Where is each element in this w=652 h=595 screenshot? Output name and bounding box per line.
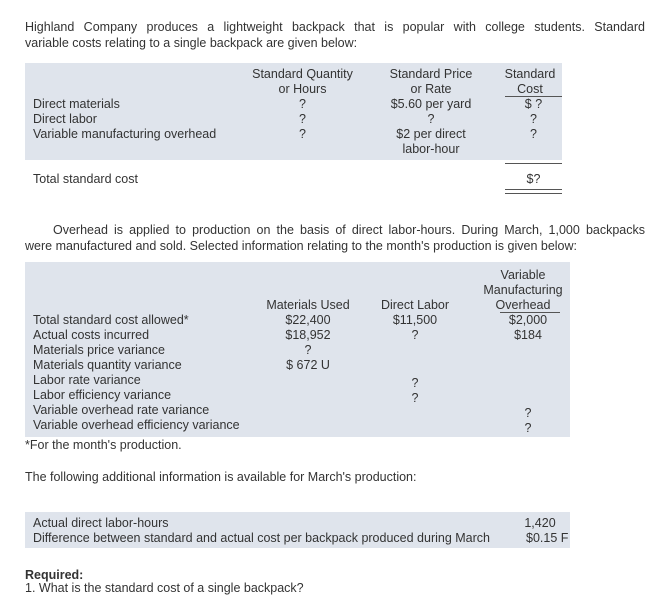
- table2-row-label: Labor efficiency variance: [33, 388, 172, 402]
- additional-row-label: Difference between standard and actual cost per backpack produced during March: [33, 531, 490, 545]
- table2-row-labor: ?: [411, 376, 419, 390]
- table1-row-qty: ?: [299, 127, 306, 141]
- additional-row-label: Actual direct labor-hours: [33, 516, 169, 530]
- table2-row-label: Total standard cost allowed*: [33, 313, 189, 327]
- overhead-line-1: Overhead is applied to production on the basis of direct labor-hours. During March, 1,000 backpacks: [53, 223, 645, 237]
- table2-row-label: Labor rate variance: [33, 373, 141, 387]
- table2-row-materials: $22,400: [285, 313, 331, 327]
- table1-row-cost: ?: [530, 112, 537, 126]
- intro-paragraph: [25, 19, 645, 51]
- table2-row-labor: ?: [411, 328, 419, 342]
- table2-footnote: *For the month's production.: [25, 438, 182, 452]
- intro-line-2: variable costs relating to a single backpack are given below:: [25, 36, 358, 50]
- required-heading: Required:: [25, 568, 84, 582]
- table2-header-materials: Materials Used: [266, 298, 350, 312]
- intro-line-1: Highland Company produces a lightweight backpack that is popular with college students. Standard: [25, 20, 645, 34]
- additional-row-value: $0.15 F: [526, 531, 569, 545]
- table2-row-label: Variable overhead efficiency variance: [33, 418, 240, 432]
- table2-header-overhead: Variable Manufacturing Overhead: [483, 268, 563, 312]
- table1-row-label: Direct materials: [33, 97, 120, 111]
- table2-row-materials: $ 672 U: [286, 358, 330, 372]
- table1-row-label: Direct labor: [33, 112, 97, 126]
- table1-row-qty: ?: [299, 112, 306, 126]
- table2-row-label: Variable overhead rate variance: [33, 403, 210, 417]
- table1-total-label: Total standard cost: [33, 172, 138, 186]
- overhead-line-2: were manufactured and sold. Selected information relating to the month's production is given below:: [25, 239, 578, 253]
- table1-row-qty: ?: [299, 97, 306, 111]
- table1-row-cost: ?: [530, 127, 537, 141]
- table2-row-overhead: $184: [514, 328, 542, 342]
- table2-row-labor: $11,500: [392, 313, 438, 327]
- table1-subtotal-line: [505, 163, 562, 164]
- table1-total-cost: $?: [526, 172, 541, 186]
- required-question-1: 1. What is the standard cost of a single backpack?: [25, 581, 304, 595]
- table2-header-labor: Direct Labor: [380, 298, 450, 312]
- table2-row-overhead: ?: [524, 421, 532, 435]
- table1-row-label: Variable manufacturing overhead: [33, 127, 217, 141]
- table2-row-labor: ?: [411, 391, 419, 405]
- table2-row-overhead: ?: [524, 406, 532, 420]
- table2-row-materials: ?: [304, 343, 312, 357]
- table1-total-double-underline: [505, 189, 562, 194]
- table1-row-cost: $ ?: [524, 97, 543, 111]
- table2-row-label: Materials price variance: [33, 343, 165, 357]
- table2-row-materials: $18,952: [285, 328, 331, 342]
- table1-header-cost: Standard Cost: [504, 67, 556, 96]
- table1-row-price: $2 per direct labor-hour: [396, 127, 466, 156]
- table1-row-price: $5.60 per yard: [390, 97, 472, 111]
- table2-row-label: Actual costs incurred: [33, 328, 150, 342]
- additional-row-value: 1,420: [524, 516, 556, 530]
- table1-header-qty: Standard Quantity or Hours: [252, 67, 353, 96]
- overhead-paragraph: [25, 222, 645, 254]
- table2-row-overhead: $2,000: [508, 313, 548, 327]
- additional-intro: The following additional information is available for March's production:: [25, 470, 417, 484]
- table1-row-price: ?: [427, 112, 435, 126]
- table1-header-price: Standard Price or Rate: [389, 67, 473, 96]
- table2-row-label: Materials quantity variance: [33, 358, 182, 372]
